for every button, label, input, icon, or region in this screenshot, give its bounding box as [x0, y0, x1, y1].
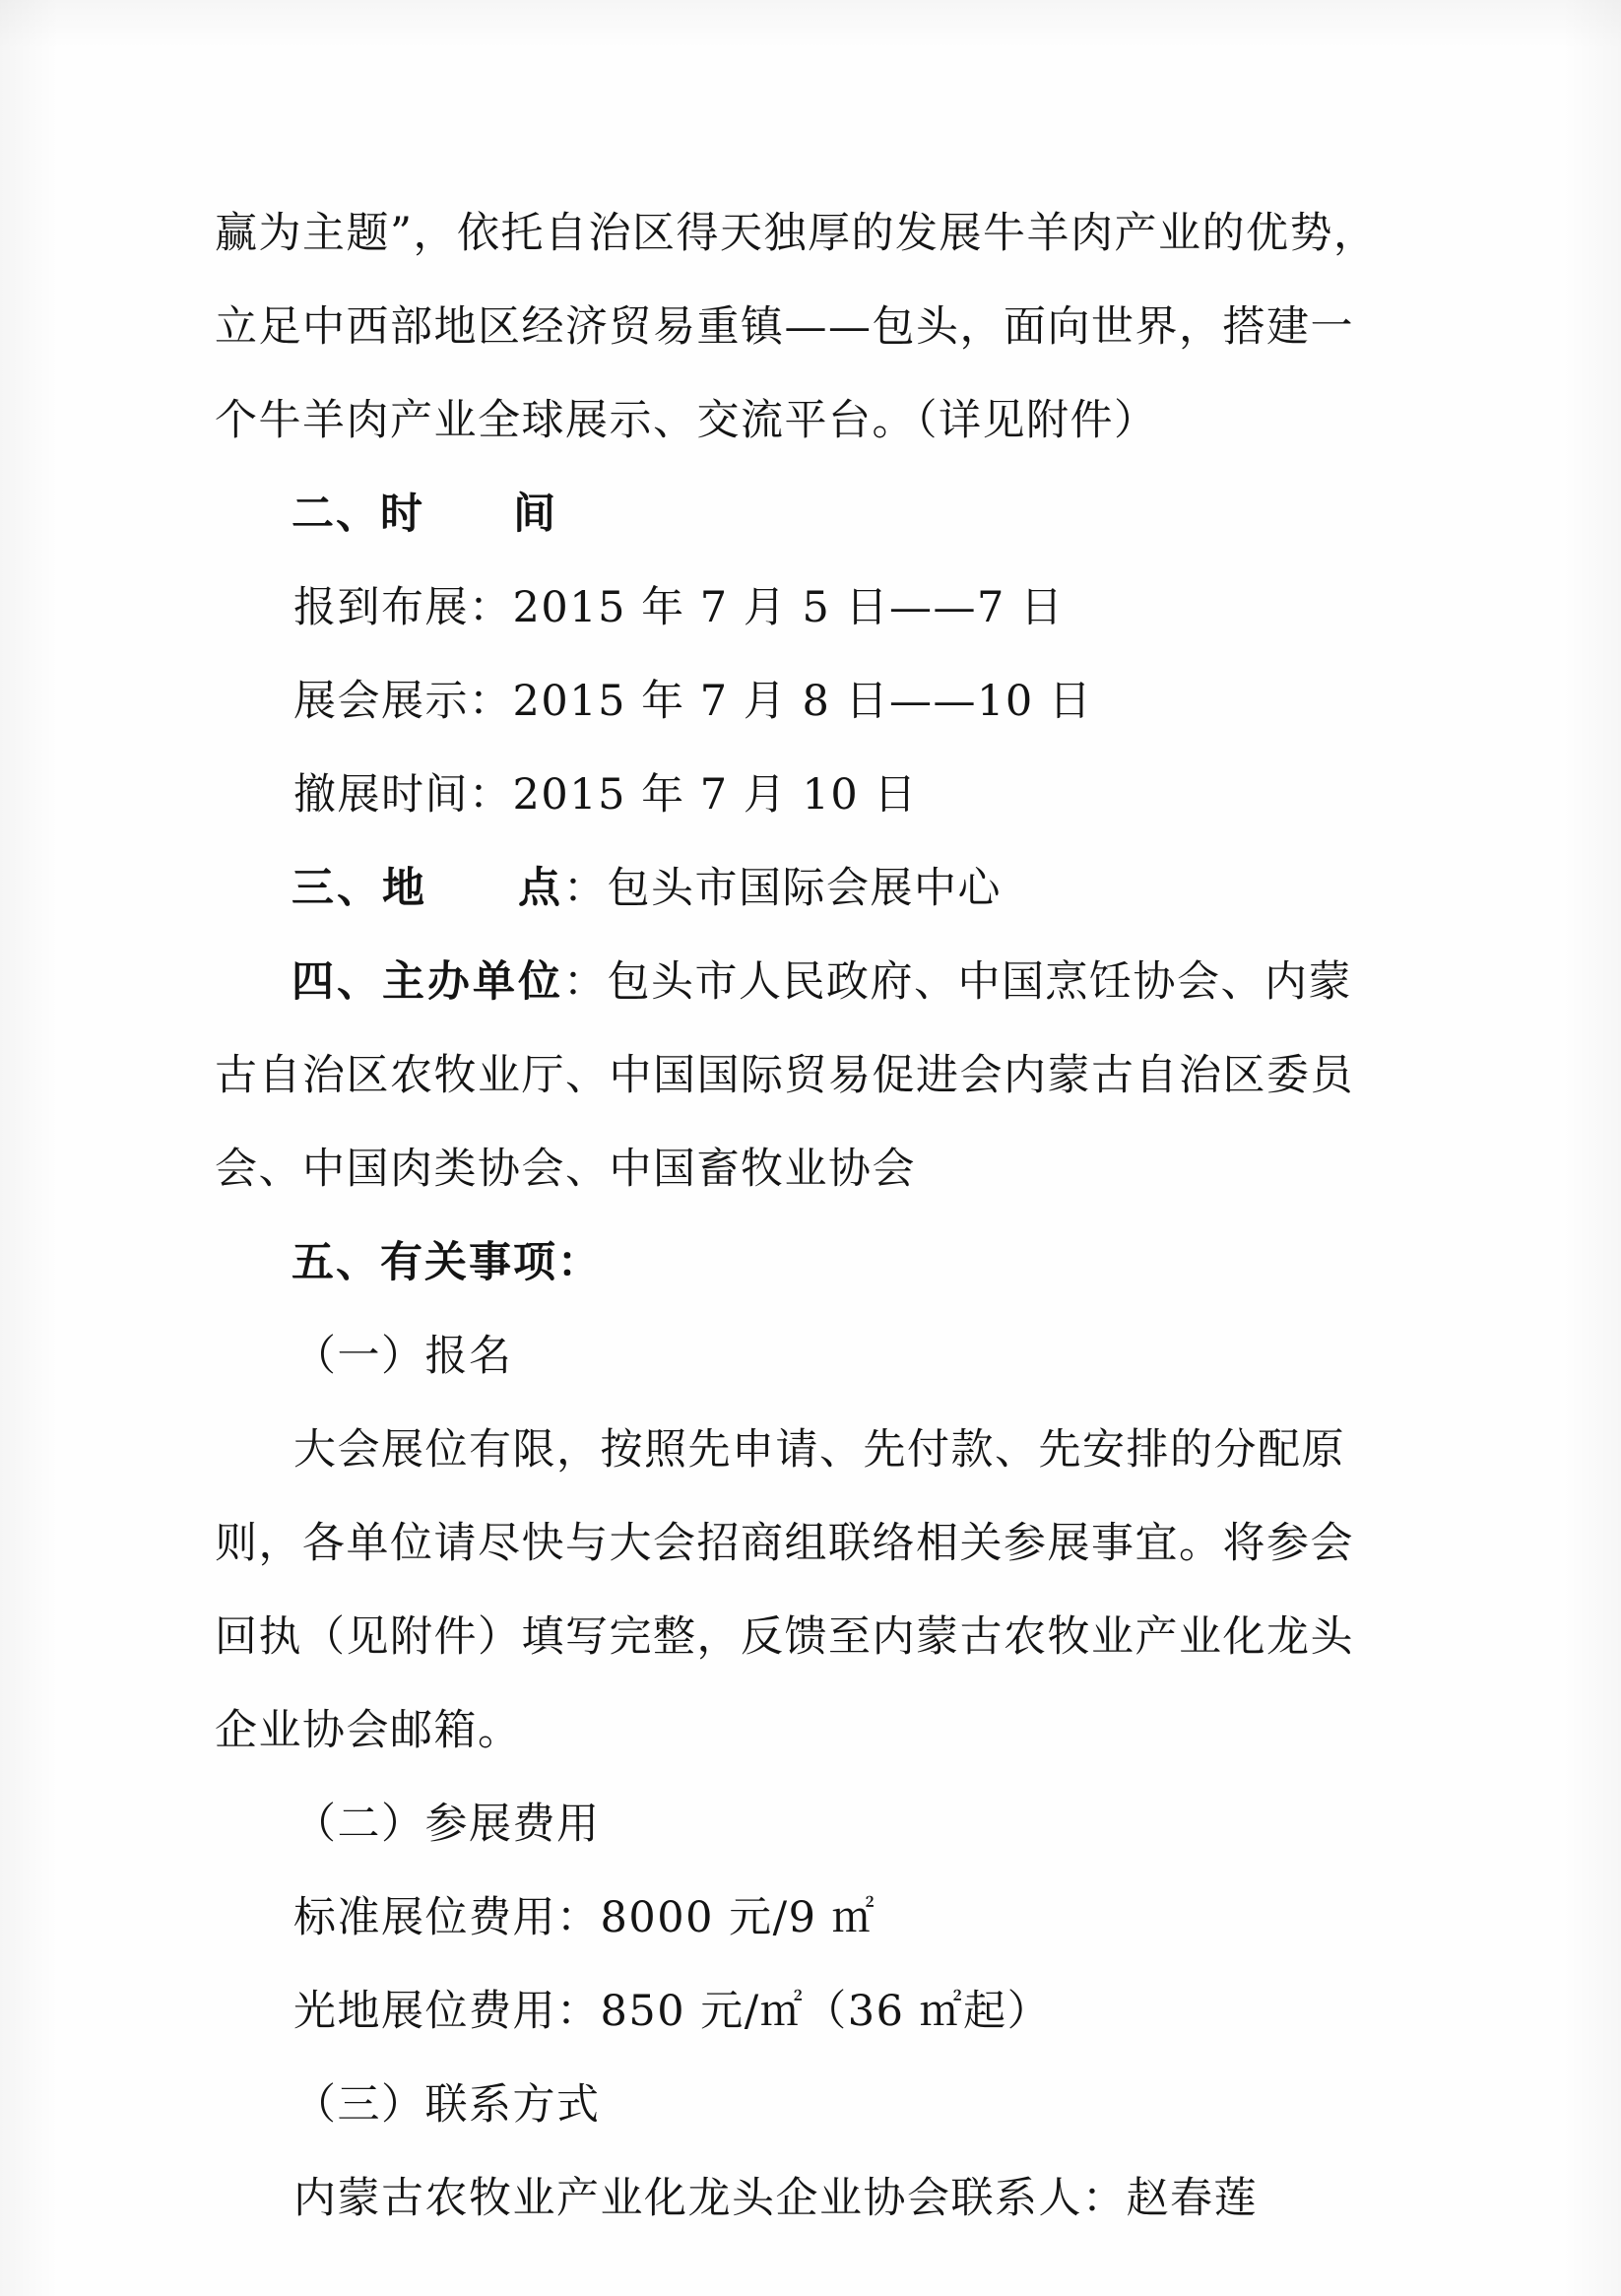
section-place-value: ：包头市国际会展中心: [563, 864, 1002, 913]
paragraph-line: 赢为主题”，依托自治区得天独厚的发展牛羊肉产业的优势，: [215, 209, 1378, 258]
paragraph-line: 立足中西部地区经济贸易重镇——包头，面向世界，搭建一: [215, 302, 1354, 352]
section-time-line: 报到布展：2015 年 7 月 5 日——7 日: [293, 583, 1065, 632]
section-time-line: 展会展示：2015 年 7 月 8 日——10 日: [293, 677, 1093, 726]
page-edge-shading-top: [0, 0, 1621, 49]
section-time-line: 撤展时间：2015 年 7 月 10 日: [293, 770, 918, 820]
section-heading-organizers: [215, 936, 1377, 1029]
paragraph-line: 个牛羊肉产业全球展示、交流平台。（详见附件）: [215, 396, 1158, 445]
subsection-fees-line: 光地展位费用：850 元/㎡（36 ㎡起）: [293, 1987, 1052, 2036]
subsection-registration-line: 企业协会邮箱。: [215, 1706, 522, 1755]
section-heading-time: 二、时 间: [292, 490, 557, 539]
subsection-registration-line: 则，各单位请尽快与大会招商组联络相关参展事宜。将参会: [215, 1519, 1354, 1568]
subsection-fees-line: 标准展位费用：8000 元/9 ㎡: [293, 1893, 876, 1942]
subsection-title-registration: （一）报名: [293, 1332, 513, 1381]
section-organizers-line: 古自治区农牧业厅、中国国际贸易促进会内蒙古自治区委员: [215, 1051, 1354, 1100]
section-organizers-label: 四、主办单位: [292, 957, 563, 1007]
document-body: [215, 187, 1377, 2246]
subsection-registration-line: 回执（见附件）填写完整，反馈至内蒙古农牧业产业化龙头: [215, 1612, 1354, 1662]
page-edge-shading-left: [0, 0, 59, 2296]
section-heading-place: [215, 842, 1377, 936]
section-organizers-line: 会、中国肉类协会、中国畜牧业协会: [215, 1145, 916, 1194]
section-heading-matters: 五、有关事项：: [292, 1238, 602, 1287]
section-organizers-value: ：包头市人民政府、中国烹饪协会、内蒙: [563, 957, 1352, 1007]
subsection-title-fees: （二）参展费用: [293, 1800, 601, 1849]
subsection-contact-line: 内蒙古农牧业产业化龙头企业协会联系人：赵春莲: [293, 2174, 1258, 2223]
subsection-registration-line: 大会展位有限，按照先申请、先付款、先安排的分配原: [293, 1425, 1345, 1475]
section-place-label: 三、地 点: [292, 864, 563, 913]
page-edge-shading-right: [1562, 0, 1621, 2296]
subsection-title-contact: （三）联系方式: [293, 2080, 601, 2130]
